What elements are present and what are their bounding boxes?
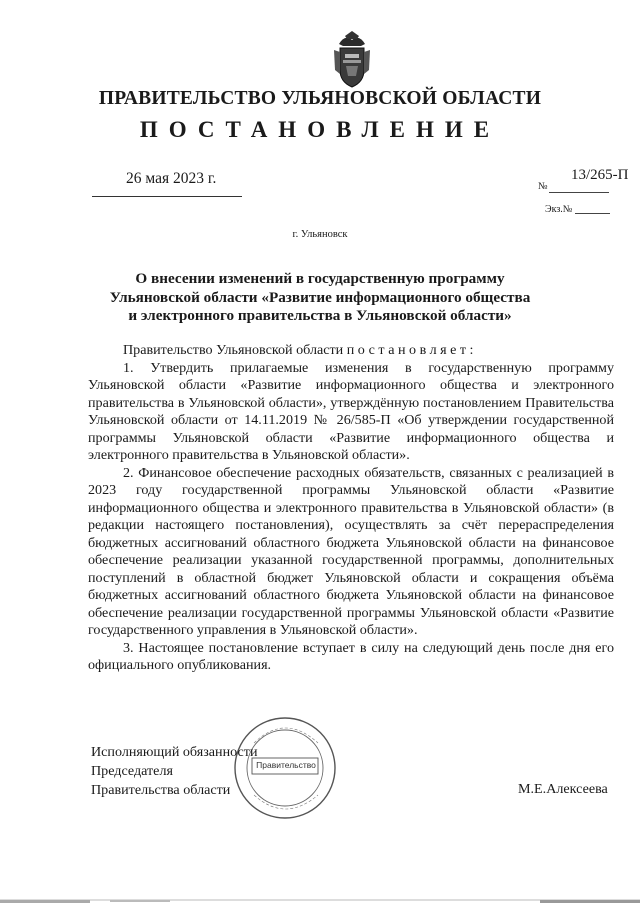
signatory-position-line: Председателя xyxy=(91,763,173,779)
paragraph-1: 1. Утвердить прилагаемые изменения в государственную программу Ульяновской области «Развитие информационного общества и электронного правительства в Ульяновской области», утверждённую постановлением Правительства Ульяновской области от 14.11.2019 № 26/585-П «Об утверждении государственной программы Ульяновской области «Развитие информационного общества и электронного правительства в Ульяновской области». xyxy=(88,359,614,463)
preamble xyxy=(88,342,614,360)
preamble-decree-word: постановляет: xyxy=(346,342,477,358)
government-name: ПРАВИТЕЛЬСТВО УЛЬЯНОВСКОЙ ОБЛАСТИ xyxy=(98,88,542,109)
document-body xyxy=(88,342,614,675)
number-underline xyxy=(549,192,609,193)
document-title-line: О внесении изменений в государственную программу xyxy=(135,270,505,287)
signatory-position-line: Исполняющий обязанности xyxy=(91,744,258,760)
signatory-position xyxy=(91,743,258,800)
document-date: 26 мая 2023 г. xyxy=(126,170,217,187)
ulyanovsk-coat-of-arms-icon xyxy=(331,30,373,88)
document-number: 13/265-П xyxy=(571,167,629,183)
number-label: № xyxy=(538,181,548,192)
document-title-line: Ульяновской области «Развитие информационного общества xyxy=(109,288,531,306)
copy-number-label: Экз.№ xyxy=(545,204,573,215)
document-title-line: и электронного правительства в Ульяновской области» xyxy=(128,307,512,324)
signatory-name: М.Е.Алексеева xyxy=(518,781,608,797)
document-type: ПОСТАНОВЛЕНИЕ xyxy=(139,117,501,142)
city-name: г. Ульяновск xyxy=(292,229,348,240)
seal-label: Правительство xyxy=(256,760,316,770)
paragraph-3: 3. Настоящее постановление вступает в силу на следующий день после дня его официального опубликования. xyxy=(88,639,614,673)
scan-edge-artifact xyxy=(0,896,640,905)
signatory-position-line: Правительства области xyxy=(91,782,231,798)
document-title xyxy=(90,270,550,326)
date-underline xyxy=(92,196,242,197)
preamble-text: Правительство Ульяновской области xyxy=(123,342,344,358)
copy-number-underline xyxy=(575,213,610,214)
paragraph-2: 2. Финансовое обеспечение расходных обязательств, связанных с реализацией в 2023 году государственной программы Ульяновской области «Развитие информационного общества и электронного правительства в Ульяновской области» (в редакции настоящего постановления), осуществлять за счёт перераспределения бюджетных ассигнований областного бюджета Ульяновской области на финансовое обеспечение реализации указанной государственной программы, дополнительных поступлений в областной бюджет Ульяновской области и сокращения объёма бюджетных ассигнований областного бюджета Ульяновской области на финансовое обеспечение реализации государственной программы Ульяновской области «Развитие государственного управления в Ульяновской области». xyxy=(88,464,614,638)
